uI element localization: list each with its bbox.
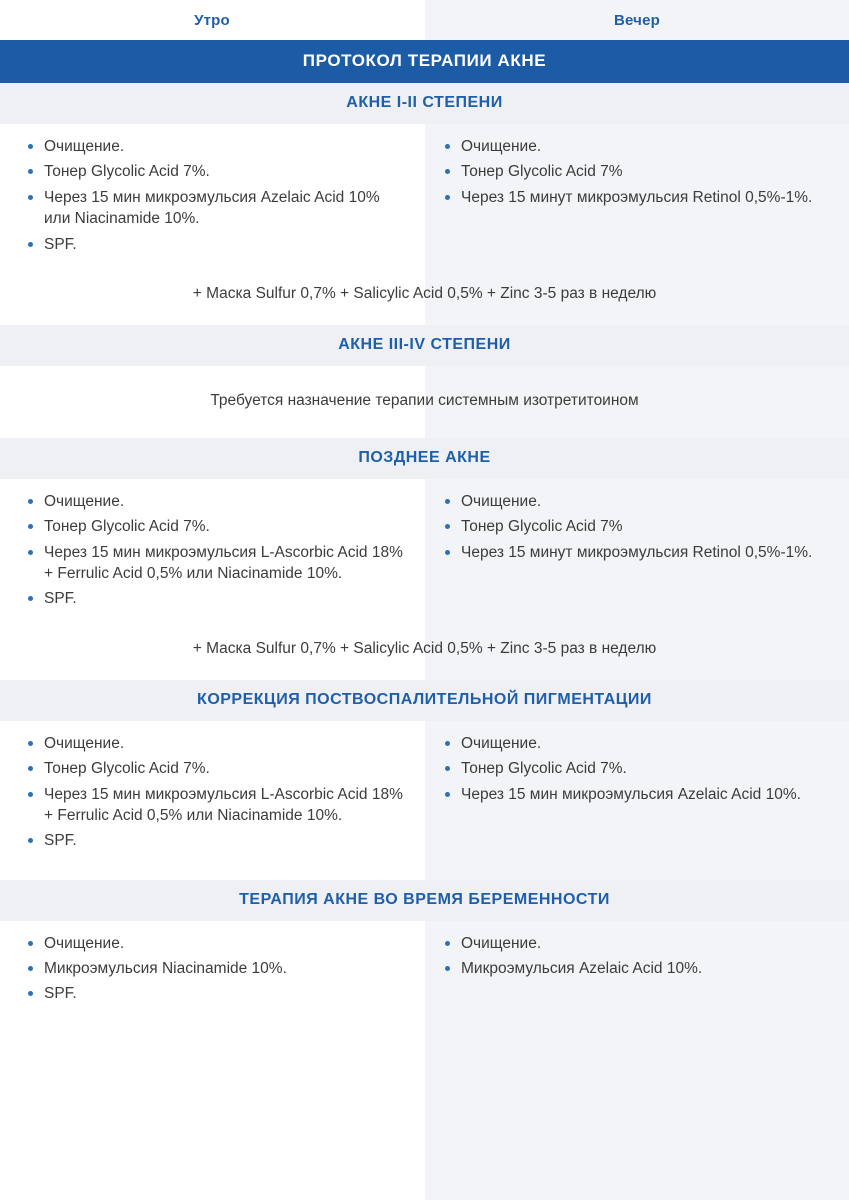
section-title-acne-3-4: АКНЕ III-IV СТЕПЕНИ bbox=[0, 325, 849, 366]
list-item: Через 15 мин микроэмульсия Azelaic Acid 10% или Niacinamide 10%. bbox=[26, 187, 406, 230]
evening-cell bbox=[425, 479, 849, 624]
evening-cell bbox=[425, 124, 849, 269]
list-item: Очищение. bbox=[26, 933, 406, 954]
list-item: Очищение. bbox=[443, 733, 831, 754]
list-item: SPF. bbox=[26, 983, 406, 1004]
list-item: Через 15 минут микроэмульсия Retinol 0,5%-1%. bbox=[443, 542, 831, 563]
list-item: Тонер Glycolic Acid 7%. bbox=[443, 758, 831, 779]
morning-cell bbox=[0, 479, 424, 624]
morning-cell bbox=[0, 124, 424, 269]
evening-list bbox=[443, 733, 831, 805]
list-item: Тонер Glycolic Acid 7%. bbox=[26, 758, 406, 779]
list-item: Через 15 мин микроэмульсия L-Ascorbic Acid 18% + Ferrulic Acid 0,5% или Niacinamide 10%. bbox=[26, 784, 406, 827]
list-item: Тонер Glycolic Acid 7% bbox=[443, 161, 831, 182]
section-note-late-acne: + Маска Sulfur 0,7% + Salicylic Acid 0,5% + Zinc 3-5 раз в неделю bbox=[192, 639, 657, 657]
column-header-evening: Вечер bbox=[613, 11, 660, 29]
section-body-late-acne bbox=[0, 479, 849, 624]
list-item: Тонер Glycolic Acid 7%. bbox=[26, 516, 406, 537]
list-item: Очищение. bbox=[26, 733, 406, 754]
list-item: Очищение. bbox=[443, 491, 831, 512]
evening-list bbox=[443, 136, 831, 208]
section-title-pigmentation: КОРРЕКЦИЯ ПОСТВОСПАЛИТЕЛЬНОЙ ПИГМЕНТАЦИИ bbox=[0, 680, 849, 721]
morning-cell bbox=[0, 721, 424, 866]
page-title: ПРОТОКОЛ ТЕРАПИИ АКНЕ bbox=[0, 40, 849, 83]
list-item: Очищение. bbox=[443, 136, 831, 157]
morning-cell bbox=[0, 921, 424, 1019]
list-item: Микроэмульсия Niacinamide 10%. bbox=[26, 958, 406, 979]
list-item: Очищение. bbox=[26, 491, 406, 512]
evening-cell bbox=[425, 721, 849, 866]
section-body-acne-1-2 bbox=[0, 124, 849, 269]
column-headers bbox=[0, 0, 849, 40]
evening-list bbox=[443, 933, 831, 980]
morning-list bbox=[26, 733, 406, 852]
section-body-pigmentation bbox=[0, 721, 849, 866]
list-item: Микроэмульсия Azelaic Acid 10%. bbox=[443, 958, 831, 979]
section-note-acne-1-2: + Маска Sulfur 0,7% + Salicylic Acid 0,5% + Zinc 3-5 раз в неделю bbox=[192, 284, 657, 302]
morning-list bbox=[26, 933, 406, 1005]
evening-list bbox=[443, 491, 831, 563]
list-item: SPF. bbox=[26, 830, 406, 851]
morning-list bbox=[26, 136, 406, 255]
section-title-pregnancy: ТЕРАПИЯ АКНЕ ВО ВРЕМЯ БЕРЕМЕННОСТИ bbox=[0, 880, 849, 921]
list-item: Через 15 минут микроэмульсия Retinol 0,5%-1%. bbox=[443, 187, 831, 208]
list-item: Через 15 мин микроэмульсия L-Ascorbic Acid 18% + Ferrulic Acid 0,5% или Niacinamide 10%. bbox=[26, 542, 406, 585]
list-item: Тонер Glycolic Acid 7% bbox=[443, 516, 831, 537]
morning-list bbox=[26, 491, 406, 610]
evening-cell bbox=[425, 921, 849, 1019]
list-item: Очищение. bbox=[26, 136, 406, 157]
list-item: Очищение. bbox=[443, 933, 831, 954]
column-header-morning: Утро bbox=[194, 11, 230, 29]
list-item: Тонер Glycolic Acid 7%. bbox=[26, 161, 406, 182]
section-body-acne-3-4: Требуется назначение терапии системным изотретитоином bbox=[210, 391, 639, 409]
list-item: SPF. bbox=[26, 234, 406, 255]
section-title-acne-1-2: АКНЕ I-II СТЕПЕНИ bbox=[0, 83, 849, 124]
section-body-pregnancy bbox=[0, 921, 849, 1019]
list-item: Через 15 мин микроэмульсия Azelaic Acid 10%. bbox=[443, 784, 831, 805]
section-title-late-acne: ПОЗДНЕЕ АКНЕ bbox=[0, 438, 849, 479]
list-item: SPF. bbox=[26, 588, 406, 609]
